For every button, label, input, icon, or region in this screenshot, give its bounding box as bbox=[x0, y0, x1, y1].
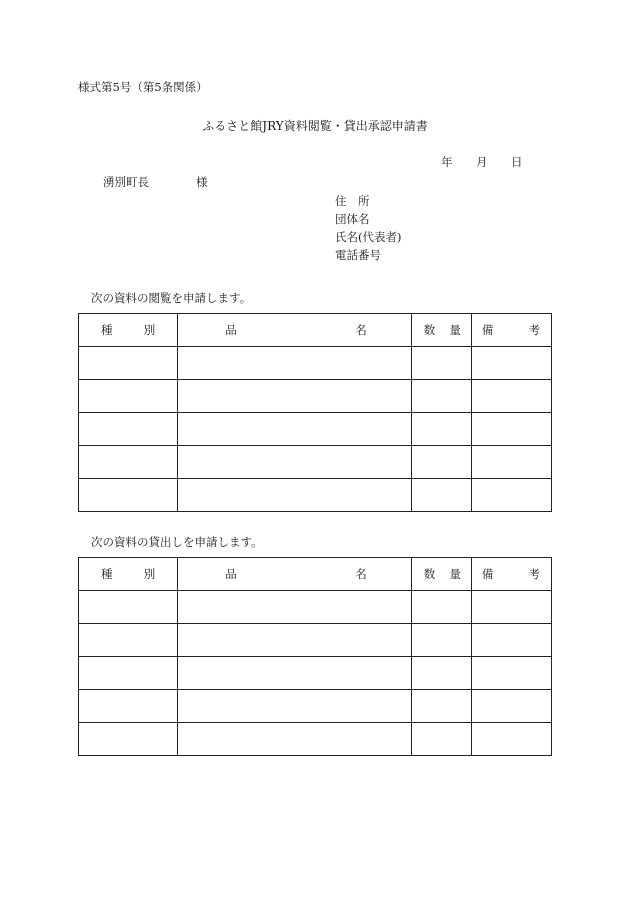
table-row bbox=[79, 624, 552, 657]
cell-quantity[interactable] bbox=[411, 624, 471, 657]
date-day-label: 日 bbox=[511, 155, 523, 169]
header-quantity: 数 量 bbox=[411, 314, 471, 347]
document-title: ふるさと館JRY資料閲覧・貸出承認申請書 bbox=[202, 119, 428, 133]
lending-table bbox=[78, 557, 552, 756]
cell-remarks[interactable] bbox=[471, 723, 551, 756]
cell-quantity[interactable] bbox=[411, 591, 471, 624]
header-type: 種 別 bbox=[79, 314, 178, 347]
cell-item-name[interactable] bbox=[178, 690, 411, 723]
cell-quantity[interactable] bbox=[411, 380, 471, 413]
cell-remarks[interactable] bbox=[471, 624, 551, 657]
cell-type[interactable] bbox=[79, 723, 178, 756]
cell-type[interactable] bbox=[79, 446, 178, 479]
cell-quantity[interactable] bbox=[411, 690, 471, 723]
cell-remarks[interactable] bbox=[471, 347, 551, 380]
lending-statement: 次の資料の貸出しを申請します。 bbox=[91, 535, 263, 549]
header-remarks: 備 考 bbox=[471, 314, 551, 347]
applicant-name-label: 氏名(代表者) bbox=[335, 230, 402, 244]
cell-remarks[interactable] bbox=[471, 479, 551, 512]
table-header-row bbox=[79, 314, 552, 347]
form-number: 様式第5号（第5条関係） bbox=[78, 80, 208, 94]
date-year-label: 年 bbox=[441, 155, 453, 169]
table-row bbox=[79, 690, 552, 723]
cell-type[interactable] bbox=[79, 624, 178, 657]
cell-type[interactable] bbox=[79, 690, 178, 723]
viewing-table bbox=[78, 313, 552, 512]
addressee-honorific: 様 bbox=[196, 175, 208, 189]
header-remarks: 備 考 bbox=[471, 558, 551, 591]
cell-type[interactable] bbox=[79, 347, 178, 380]
cell-item-name[interactable] bbox=[178, 413, 411, 446]
applicant-address-label: 住 所 bbox=[335, 194, 370, 208]
viewing-statement: 次の資料の閲覧を申請します。 bbox=[91, 291, 252, 305]
table-header-row bbox=[79, 558, 552, 591]
cell-type[interactable] bbox=[79, 591, 178, 624]
table-row bbox=[79, 380, 552, 413]
cell-remarks[interactable] bbox=[471, 657, 551, 690]
table-row bbox=[79, 446, 552, 479]
applicant-group-label: 団体名 bbox=[335, 212, 370, 226]
cell-item-name[interactable] bbox=[178, 624, 411, 657]
header-item-name: 品 名 bbox=[178, 558, 411, 591]
cell-item-name[interactable] bbox=[178, 657, 411, 690]
cell-item-name[interactable] bbox=[178, 347, 411, 380]
date-month-label: 月 bbox=[476, 155, 488, 169]
cell-type[interactable] bbox=[79, 657, 178, 690]
cell-remarks[interactable] bbox=[471, 591, 551, 624]
cell-remarks[interactable] bbox=[471, 380, 551, 413]
cell-item-name[interactable] bbox=[178, 380, 411, 413]
table-row bbox=[79, 591, 552, 624]
cell-quantity[interactable] bbox=[411, 413, 471, 446]
header-quantity: 数 量 bbox=[411, 558, 471, 591]
cell-quantity[interactable] bbox=[411, 723, 471, 756]
cell-type[interactable] bbox=[79, 380, 178, 413]
table-row bbox=[79, 479, 552, 512]
cell-remarks[interactable] bbox=[471, 413, 551, 446]
cell-item-name[interactable] bbox=[178, 723, 411, 756]
cell-item-name[interactable] bbox=[178, 446, 411, 479]
cell-type[interactable] bbox=[79, 479, 178, 512]
header-type: 種 別 bbox=[79, 558, 178, 591]
applicant-phone-label: 電話番号 bbox=[335, 248, 381, 262]
cell-remarks[interactable] bbox=[471, 446, 551, 479]
cell-quantity[interactable] bbox=[411, 479, 471, 512]
table-row bbox=[79, 657, 552, 690]
cell-quantity[interactable] bbox=[411, 446, 471, 479]
header-item-name: 品 名 bbox=[178, 314, 411, 347]
table-row bbox=[79, 347, 552, 380]
cell-remarks[interactable] bbox=[471, 690, 551, 723]
cell-item-name[interactable] bbox=[178, 479, 411, 512]
table-row bbox=[79, 413, 552, 446]
cell-item-name[interactable] bbox=[178, 591, 411, 624]
addressee-name: 湧別町長 bbox=[103, 175, 149, 189]
cell-quantity[interactable] bbox=[411, 657, 471, 690]
cell-type[interactable] bbox=[79, 413, 178, 446]
cell-quantity[interactable] bbox=[411, 347, 471, 380]
table-row bbox=[79, 723, 552, 756]
